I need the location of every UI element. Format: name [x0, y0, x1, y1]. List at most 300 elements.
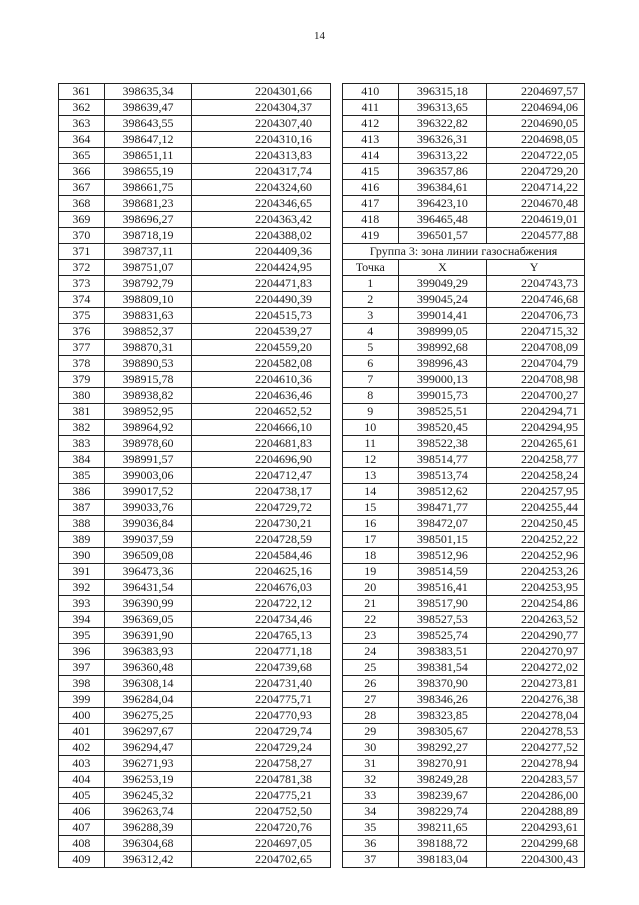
x-coordinate: 398516,41: [398, 580, 487, 596]
point-number: 377: [59, 340, 105, 356]
y-coordinate: 2204299,68: [487, 836, 585, 852]
table-row: [59, 180, 331, 196]
point-number: 31: [343, 756, 399, 772]
y-coordinate: 2204253,26: [487, 564, 585, 580]
y-coordinate: 2204278,04: [487, 708, 585, 724]
x-coordinate: 396294,47: [104, 740, 191, 756]
x-coordinate: 398751,07: [104, 260, 191, 276]
table-row: [343, 772, 585, 788]
x-coordinate: 398737,11: [104, 244, 191, 260]
table-row: [59, 676, 331, 692]
point-number: 375: [59, 308, 105, 324]
table-row: [59, 228, 331, 244]
point-number: 27: [343, 692, 399, 708]
x-coordinate: 399033,76: [104, 500, 191, 516]
point-number: 409: [59, 852, 105, 868]
x-coordinate: 398831,63: [104, 308, 191, 324]
x-coordinate: 396271,93: [104, 756, 191, 772]
x-coordinate: 398514,77: [398, 452, 487, 468]
table-row: [343, 196, 585, 212]
point-number: 15: [343, 500, 399, 516]
table-row: [59, 756, 331, 772]
point-number: 389: [59, 532, 105, 548]
y-coordinate: 2204313,83: [192, 148, 331, 164]
x-coordinate: 398270,91: [398, 756, 487, 772]
x-coordinate: 396357,86: [398, 164, 487, 180]
x-coordinate: 398952,95: [104, 404, 191, 420]
y-coordinate: 2204471,83: [192, 276, 331, 292]
x-coordinate: 398512,96: [398, 548, 487, 564]
y-coordinate: 2204739,68: [192, 660, 331, 676]
y-coordinate: 2204706,73: [487, 308, 585, 324]
table-row: [343, 612, 585, 628]
table-row: [343, 516, 585, 532]
y-coordinate: 2204666,10: [192, 420, 331, 436]
x-coordinate: 398292,27: [398, 740, 487, 756]
point-number: 2: [343, 292, 399, 308]
point-number: 7: [343, 372, 399, 388]
table-row: [59, 532, 331, 548]
point-number: 418: [343, 212, 399, 228]
table-row: [59, 740, 331, 756]
y-coordinate: 2204729,20: [487, 164, 585, 180]
coordinates-table-right: [342, 83, 585, 868]
point-number: 406: [59, 804, 105, 820]
x-coordinate: 396288,39: [104, 820, 191, 836]
table-row: [59, 148, 331, 164]
x-coordinate: 398520,45: [398, 420, 487, 436]
y-coordinate: 2204676,03: [192, 580, 331, 596]
x-coordinate: 398978,60: [104, 436, 191, 452]
table-row: [343, 228, 585, 244]
point-number: 30: [343, 740, 399, 756]
table-row: [59, 420, 331, 436]
x-coordinate: 398809,10: [104, 292, 191, 308]
point-number: 4: [343, 324, 399, 340]
y-coordinate: 2204775,21: [192, 788, 331, 804]
y-coordinate: 2204263,52: [487, 612, 585, 628]
table-row: [59, 276, 331, 292]
point-number: 368: [59, 196, 105, 212]
y-coordinate: 2204273,81: [487, 676, 585, 692]
point-number: 419: [343, 228, 399, 244]
x-coordinate: 396245,32: [104, 788, 191, 804]
y-coordinate: 2204730,21: [192, 516, 331, 532]
x-coordinate: 398870,31: [104, 340, 191, 356]
y-coordinate: 2204694,06: [487, 100, 585, 116]
y-coordinate: 2204294,95: [487, 420, 585, 436]
group-title-section: [343, 244, 585, 276]
x-coordinate: 398522,38: [398, 436, 487, 452]
point-number: 383: [59, 436, 105, 452]
x-coordinate: 398513,74: [398, 468, 487, 484]
point-number: 367: [59, 180, 105, 196]
y-coordinate: 2204715,32: [487, 324, 585, 340]
point-number: 34: [343, 804, 399, 820]
y-coordinate: 2204254,86: [487, 596, 585, 612]
x-coordinate: 396304,68: [104, 836, 191, 852]
y-coordinate: 2204324,60: [192, 180, 331, 196]
point-number: 3: [343, 308, 399, 324]
y-coordinate: 2204652,52: [192, 404, 331, 420]
table-row: [59, 372, 331, 388]
point-number: 26: [343, 676, 399, 692]
point-number: 363: [59, 116, 105, 132]
x-coordinate: 398517,90: [398, 596, 487, 612]
x-coordinate: 398718,19: [104, 228, 191, 244]
x-coordinate: 399017,52: [104, 484, 191, 500]
y-coordinate: 2204610,36: [192, 372, 331, 388]
table-row: [343, 596, 585, 612]
point-number: 412: [343, 116, 399, 132]
point-number: 413: [343, 132, 399, 148]
y-coordinate: 2204257,95: [487, 484, 585, 500]
y-coordinate: 2204775,71: [192, 692, 331, 708]
x-coordinate: 398681,23: [104, 196, 191, 212]
x-coordinate: 396360,48: [104, 660, 191, 676]
table-row: [59, 660, 331, 676]
table-row: [59, 100, 331, 116]
x-coordinate: 398635,34: [104, 84, 191, 100]
x-coordinate: 398647,12: [104, 132, 191, 148]
y-coordinate: 2204696,90: [192, 452, 331, 468]
point-number: 370: [59, 228, 105, 244]
table-row: [343, 852, 585, 868]
x-coordinate: 399037,59: [104, 532, 191, 548]
point-number: 404: [59, 772, 105, 788]
y-coordinate: 2204278,94: [487, 756, 585, 772]
x-coordinate: 396384,61: [398, 180, 487, 196]
y-coordinate: 2204388,02: [192, 228, 331, 244]
point-number: 411: [343, 100, 399, 116]
table-row: [59, 564, 331, 580]
point-number: 32: [343, 772, 399, 788]
y-coordinate: 2204300,43: [487, 852, 585, 868]
point-number: 384: [59, 452, 105, 468]
x-coordinate: 396313,65: [398, 100, 487, 116]
y-coordinate: 2204697,57: [487, 84, 585, 100]
x-coordinate: 399036,84: [104, 516, 191, 532]
point-number: 374: [59, 292, 105, 308]
table-row: [343, 212, 585, 228]
x-coordinate: 398249,28: [398, 772, 487, 788]
x-coordinate: 396297,67: [104, 724, 191, 740]
point-number: 386: [59, 484, 105, 500]
y-coordinate: 2204307,40: [192, 116, 331, 132]
x-coordinate: 398890,53: [104, 356, 191, 372]
y-coordinate: 2204708,09: [487, 340, 585, 356]
x-coordinate: 399015,73: [398, 388, 487, 404]
point-number: 400: [59, 708, 105, 724]
x-coordinate: 396465,48: [398, 212, 487, 228]
y-coordinate: 2204738,17: [192, 484, 331, 500]
y-coordinate: 2204619,01: [487, 212, 585, 228]
table-row: [59, 292, 331, 308]
table-row: [343, 308, 585, 324]
y-coordinate: 2204265,61: [487, 436, 585, 452]
point-number: 17: [343, 532, 399, 548]
table-row: [343, 340, 585, 356]
table-row: [343, 740, 585, 756]
y-coordinate: 2204283,57: [487, 772, 585, 788]
x-coordinate: 398188,72: [398, 836, 487, 852]
x-coordinate: 398792,79: [104, 276, 191, 292]
point-number: 395: [59, 628, 105, 644]
table-row: [59, 708, 331, 724]
y-coordinate: 2204770,93: [192, 708, 331, 724]
point-number: 398: [59, 676, 105, 692]
point-number: 402: [59, 740, 105, 756]
point-number: 385: [59, 468, 105, 484]
point-number: 408: [59, 836, 105, 852]
table-row: [343, 276, 585, 292]
table-row: [343, 500, 585, 516]
table-row: [59, 692, 331, 708]
y-coordinate: 2204731,40: [192, 676, 331, 692]
point-number: 401: [59, 724, 105, 740]
table-row: [343, 436, 585, 452]
y-coordinate: 2204250,45: [487, 516, 585, 532]
table-row: [59, 244, 331, 260]
x-coordinate: 398383,51: [398, 644, 487, 660]
point-number: 10: [343, 420, 399, 436]
x-coordinate: 398938,82: [104, 388, 191, 404]
y-coordinate: 2204700,27: [487, 388, 585, 404]
point-number: 18: [343, 548, 399, 564]
x-coordinate: 396390,99: [104, 596, 191, 612]
x-coordinate: 398852,37: [104, 324, 191, 340]
x-coordinate: 396312,42: [104, 852, 191, 868]
table-row: [343, 452, 585, 468]
x-coordinate: 396284,04: [104, 692, 191, 708]
table-row: [59, 516, 331, 532]
table-row: [343, 372, 585, 388]
right-table-bottom-body: [343, 276, 585, 868]
y-coordinate: 2204304,37: [192, 100, 331, 116]
y-coordinate: 2204258,24: [487, 468, 585, 484]
point-number: 407: [59, 820, 105, 836]
table-row: [343, 836, 585, 852]
point-number: 16: [343, 516, 399, 532]
x-coordinate: 398472,07: [398, 516, 487, 532]
table-row: [59, 388, 331, 404]
y-coordinate: 2204255,44: [487, 500, 585, 516]
y-coordinate: 2204276,38: [487, 692, 585, 708]
x-coordinate: 396391,90: [104, 628, 191, 644]
y-coordinate: 2204294,71: [487, 404, 585, 420]
y-coordinate: 2204704,79: [487, 356, 585, 372]
table-row: [59, 452, 331, 468]
point-number: 11: [343, 436, 399, 452]
x-coordinate: 396369,05: [104, 612, 191, 628]
point-number: 365: [59, 148, 105, 164]
header-y: Y: [487, 260, 585, 276]
y-coordinate: 2204252,22: [487, 532, 585, 548]
x-coordinate: 396315,18: [398, 84, 487, 100]
x-coordinate: 396423,10: [398, 196, 487, 212]
x-coordinate: 398346,26: [398, 692, 487, 708]
point-number: 33: [343, 788, 399, 804]
coordinates-table-left: [58, 83, 331, 868]
table-row: [59, 644, 331, 660]
y-coordinate: 2204272,02: [487, 660, 585, 676]
point-number: 378: [59, 356, 105, 372]
point-number: 387: [59, 500, 105, 516]
y-coordinate: 2204286,00: [487, 788, 585, 804]
x-coordinate: 398639,47: [104, 100, 191, 116]
x-coordinate: 398992,68: [398, 340, 487, 356]
x-coordinate: 398651,11: [104, 148, 191, 164]
table-row: [59, 164, 331, 180]
y-coordinate: 2204636,46: [192, 388, 331, 404]
table-row: [59, 612, 331, 628]
x-coordinate: 398696,27: [104, 212, 191, 228]
y-coordinate: 2204363,42: [192, 212, 331, 228]
y-coordinate: 2204252,96: [487, 548, 585, 564]
point-number: 388: [59, 516, 105, 532]
y-coordinate: 2204698,05: [487, 132, 585, 148]
x-coordinate: 398471,77: [398, 500, 487, 516]
table-row: [59, 212, 331, 228]
x-coordinate: 396322,82: [398, 116, 487, 132]
table-row: [59, 436, 331, 452]
point-number: 393: [59, 596, 105, 612]
point-number: 36: [343, 836, 399, 852]
point-number: 1: [343, 276, 399, 292]
table-row: [343, 820, 585, 836]
table-row: [343, 804, 585, 820]
y-coordinate: 2204714,22: [487, 180, 585, 196]
x-coordinate: 398643,55: [104, 116, 191, 132]
table-row: [343, 756, 585, 772]
x-coordinate: 398991,57: [104, 452, 191, 468]
y-coordinate: 2204758,27: [192, 756, 331, 772]
table-row: [343, 388, 585, 404]
table-row: [343, 116, 585, 132]
point-number: 24: [343, 644, 399, 660]
point-number: 9: [343, 404, 399, 420]
point-number: 415: [343, 164, 399, 180]
x-coordinate: 396326,31: [398, 132, 487, 148]
x-coordinate: 398525,51: [398, 404, 487, 420]
y-coordinate: 2204278,53: [487, 724, 585, 740]
point-number: 410: [343, 84, 399, 100]
x-coordinate: 398239,67: [398, 788, 487, 804]
table-row: [343, 324, 585, 340]
y-coordinate: 2204765,13: [192, 628, 331, 644]
point-number: 396: [59, 644, 105, 660]
x-coordinate: 398323,85: [398, 708, 487, 724]
y-coordinate: 2204712,47: [192, 468, 331, 484]
point-number: 12: [343, 452, 399, 468]
point-number: 416: [343, 180, 399, 196]
point-number: 369: [59, 212, 105, 228]
y-coordinate: 2204559,20: [192, 340, 331, 356]
point-number: 391: [59, 564, 105, 580]
x-coordinate: 399049,29: [398, 276, 487, 292]
point-number: 417: [343, 196, 399, 212]
table-row: [59, 596, 331, 612]
table-row: [343, 180, 585, 196]
point-number: 371: [59, 244, 105, 260]
table-row: [59, 628, 331, 644]
x-coordinate: 398211,65: [398, 820, 487, 836]
table-row: [343, 356, 585, 372]
table-row: [343, 404, 585, 420]
y-coordinate: 2204290,77: [487, 628, 585, 644]
x-coordinate: 396473,36: [104, 564, 191, 580]
y-coordinate: 2204734,46: [192, 612, 331, 628]
y-coordinate: 2204258,77: [487, 452, 585, 468]
point-number: 28: [343, 708, 399, 724]
table-row: [343, 148, 585, 164]
x-coordinate: 398661,75: [104, 180, 191, 196]
table-row: [343, 548, 585, 564]
y-coordinate: 2204690,05: [487, 116, 585, 132]
header-x: X: [398, 260, 487, 276]
point-number: 22: [343, 612, 399, 628]
x-coordinate: 398305,67: [398, 724, 487, 740]
y-coordinate: 2204771,18: [192, 644, 331, 660]
y-coordinate: 2204625,16: [192, 564, 331, 580]
table-row: [343, 164, 585, 180]
right-table-top-body: [343, 84, 585, 244]
table-row: [59, 580, 331, 596]
table-row: [343, 292, 585, 308]
x-coordinate: 399003,06: [104, 468, 191, 484]
x-coordinate: 398514,59: [398, 564, 487, 580]
point-number: 35: [343, 820, 399, 836]
point-number: 25: [343, 660, 399, 676]
point-number: 19: [343, 564, 399, 580]
table-row: [59, 724, 331, 740]
table-row: [59, 788, 331, 804]
point-number: 390: [59, 548, 105, 564]
point-number: 20: [343, 580, 399, 596]
y-coordinate: 2204301,66: [192, 84, 331, 100]
table-row: [59, 548, 331, 564]
x-coordinate: 398512,62: [398, 484, 487, 500]
table-row: [59, 196, 331, 212]
x-coordinate: 398370,90: [398, 676, 487, 692]
y-coordinate: 2204490,39: [192, 292, 331, 308]
y-coordinate: 2204746,68: [487, 292, 585, 308]
point-number: 380: [59, 388, 105, 404]
x-coordinate: 398527,53: [398, 612, 487, 628]
point-number: 399: [59, 692, 105, 708]
point-number: 361: [59, 84, 105, 100]
point-number: 37: [343, 852, 399, 868]
table-row: [343, 644, 585, 660]
y-coordinate: 2204670,48: [487, 196, 585, 212]
x-coordinate: 396383,93: [104, 644, 191, 660]
x-coordinate: 396253,19: [104, 772, 191, 788]
table-row: [59, 340, 331, 356]
y-coordinate: 2204270,97: [487, 644, 585, 660]
table-row: [343, 484, 585, 500]
table-row: [343, 84, 585, 100]
point-number: 373: [59, 276, 105, 292]
table-row: [59, 836, 331, 852]
table-row: [59, 820, 331, 836]
point-number: 5: [343, 340, 399, 356]
x-coordinate: 396431,54: [104, 580, 191, 596]
x-coordinate: 399045,24: [398, 292, 487, 308]
point-number: 381: [59, 404, 105, 420]
page-number: 14: [314, 30, 325, 42]
table-row: [59, 404, 331, 420]
y-coordinate: 2204515,73: [192, 308, 331, 324]
